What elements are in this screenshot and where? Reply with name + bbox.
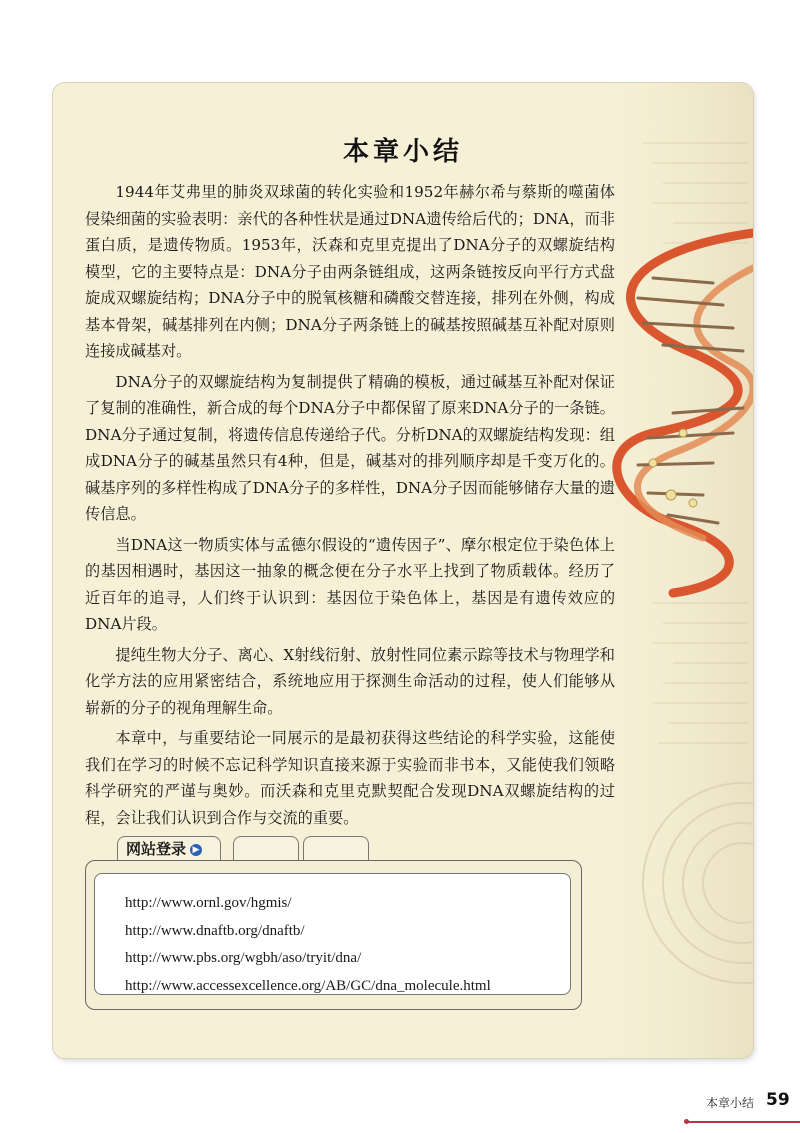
website-tab-label: 网站登录 [126,840,187,858]
page-number: 59 [766,1090,790,1110]
website-box [85,836,580,1008]
arrow-right-icon: ▶ [190,844,202,856]
summary-panel [53,83,753,1058]
paragraph: DNA分子的双螺旋结构为复制提供了精确的模板，通过碱基互补配对保证了复制的准确性，新合成的每个DNA分子中都保留了原来DNA分子的一条链。DNA分子通过复制，将遗传信息传递给子代。分析DNA的双螺旋结构发现：组成DNA分子的碱基虽然只有4种，但是，碱基对的排列顺序却是千变万化的。碱基序列的多样性构成了DNA分子的多样性，DNA分子因而能够储存大量的遗传信息。 [85,372,615,523]
paragraph: 提纯生物大分子、离心、X射线衍射、放射性同位素示踪等技术与物理学和化学方法的应用紧密结合，系统地应用于探测生命活动的过程，使人们能够从崭新的分子的视角理解生命。 [85,645,615,717]
website-link[interactable]: http://www.dnaftb.org/dnaftb/ [125,922,305,939]
website-link[interactable]: http://www.ornl.gov/hgmis/ [125,895,292,911]
paragraph: 本章中，与重要结论一同展示的是最初获得这些结论的科学实验，这能使我们在学习的时候不忘记科学知识直接来源于实验而非书本，又能使我们领略科学研究的严谨与奥妙。而沃森和克里克默契配合发现DNA双螺旋结构的过程，会让我们认识到合作与交流的重要。 [85,729,615,827]
website-link[interactable]: http://www.pbs.org/wgbh/aso/tryit/dna/ [125,950,362,966]
link-list-frame [94,873,571,995]
section-title: 本章小结 [342,137,463,167]
website-tab[interactable] [117,836,221,860]
website-link[interactable]: http://www.accessexcellence.org/AB/GC/dna_molecule.html [125,977,491,994]
paragraph: 当DNA这一物质实体与孟德尔假设的“遗传因子”、摩尔根定位于染色体上的基因相遇时，基因这一抽象的概念便在分子水平上找到了物质载体。经历了近百年的追寻，人们终于认识到：基因位于染色体上，基因是有遗传效应的DNA片段。 [85,535,615,633]
link-list [125,890,491,1000]
link-box [85,860,582,1010]
summary-body [85,179,615,835]
footer-chapter-label: 本章小结 [706,1096,755,1110]
empty-tab [233,836,299,861]
paragraph: 1944年艾弗里的肺炎双球菌的转化实验和1952年赫尔希与蔡斯的噬菌体侵染细菌的实验表明：亲代的各种性状是通过DNA遗传给后代的；DNA，而非蛋白质，是遗传物质。1953年，沃森和克里克提出了DNA分子的双螺旋结构模型，它的主要特点是：DNA分子由两条链组成，这两条链按反向平行方式盘旋成双螺旋结构；DNA分子中的脱氧核糖和磷酸交替连接，排列在外侧，构成基本骨架，碱基排列在内侧；DNA分子两条链上的碱基按照碱基互补配对原则连接成碱基对。 [85,183,615,360]
footer-rule [685,1121,800,1123]
empty-tab [303,836,369,861]
